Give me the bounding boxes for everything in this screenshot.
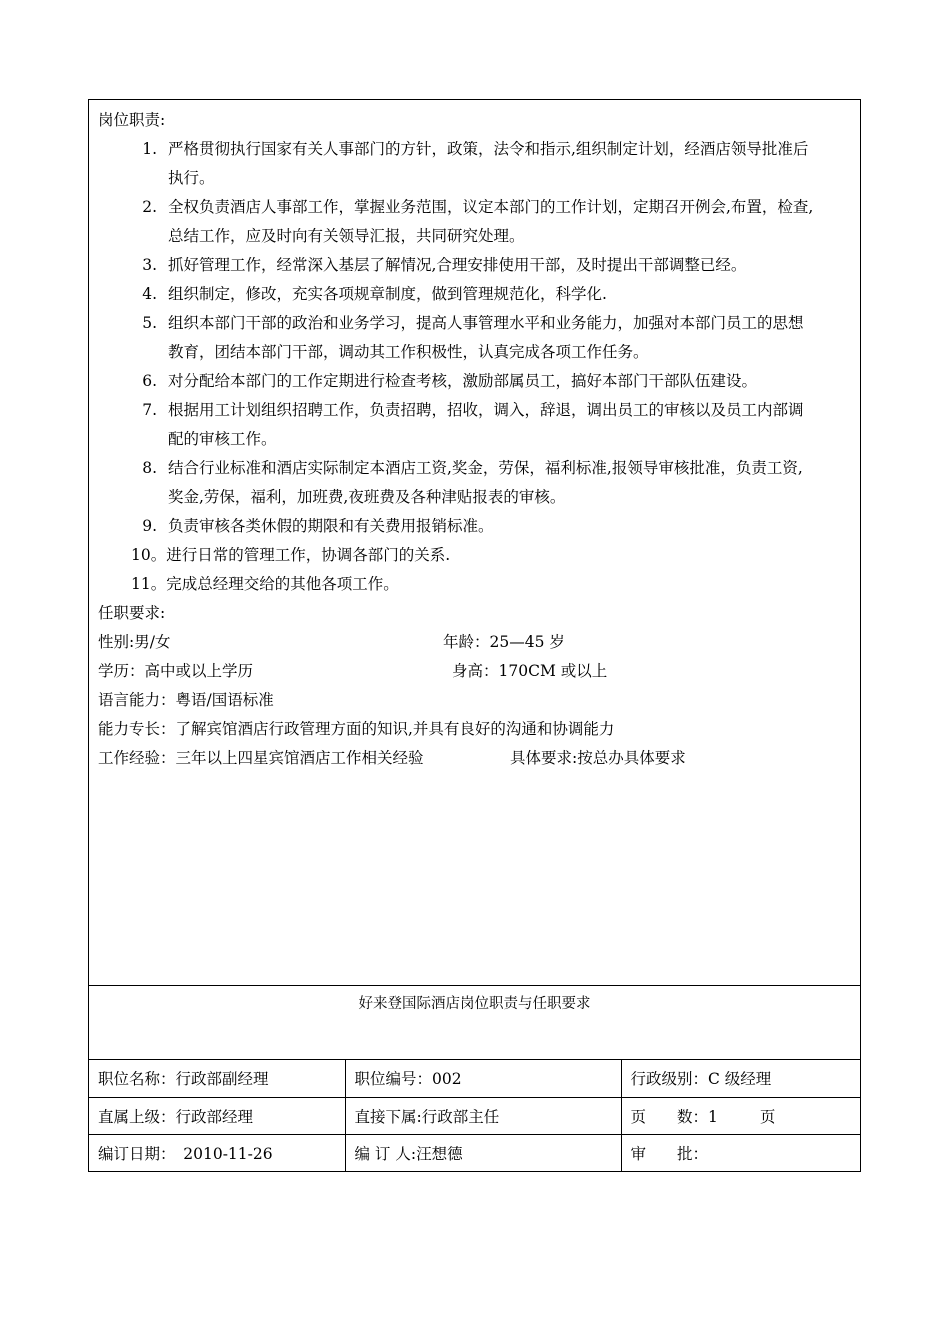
duty-number: 5. [142,314,157,332]
duty-text-cont: 配的审核工作。 [168,430,277,448]
duty-item [98,512,851,541]
duty-number: 6. [142,372,157,390]
duty-item [98,193,851,251]
duty-number: 2. [142,198,157,216]
admin-level-cell: 行政级别：C 级经理 [621,1060,860,1097]
duty-text: 对分配给本部门的工作定期进行检查考核，激励部属员工，搞好本部门干部队伍建设。 [168,372,758,390]
experience-requirement: 工作经验：三年以上四星宾馆酒店工作相关经验 [98,749,424,767]
requirement-row [98,657,851,686]
duty-text: 根据用工计划组织招聘工作，负责招聘，招收，调入，辞退，调出员工的审核以及员工内部调 [168,401,804,419]
duty-item [98,309,851,367]
page-count-cell [621,1097,860,1134]
approval-cell: 审 批： [621,1134,860,1171]
requirement-row [98,628,851,657]
duty-text: 结合行业标准和酒店实际制定本酒店工资,奖金，劳保，福利标准,报领导审核批准，负责工资, [168,459,803,477]
info-row [89,1134,860,1171]
page-number: 1 [708,1107,718,1126]
duty-item [98,396,851,454]
job-description-sheet [88,99,861,1172]
duty-number: 8. [142,459,157,477]
age-requirement: 年龄：25—45 岁 [443,633,565,651]
ability-requirement: 能力专长：了解宾馆酒店行政管理方面的知识,并具有良好的沟通和协调能力 [98,720,615,738]
duty-item [98,280,851,309]
editor-cell: 编 订 人:汪想德 [345,1134,621,1171]
position-name-cell: 职位名称：行政部副经理 [98,1070,269,1089]
position-code-cell: 职位编号：002 [345,1060,621,1097]
duty-item [98,367,851,396]
education-requirement: 学历：高中或以上学历 [98,662,254,680]
duty-text: 抓好管理工作，经常深入基层了解情况,合理安排使用干部，及时提出干部调整已经。 [168,256,747,274]
gender-requirement: 性别:男/女 [98,633,171,651]
duty-text: 全权负责酒店人事部工作，掌握业务范围，议定本部门的工作计划，定期召开例会,布置，检查, [168,198,814,216]
duty-text-cont: 奖金,劳保，福利，加班费,夜班费及各种津贴报表的审核。 [168,488,566,506]
duty-item [98,135,851,193]
duty-text-cont: 执行。 [168,169,215,187]
duty-text-cont: 教育，团结本部门干部，调动其工作积极性，认真完成各项工作任务。 [168,343,649,361]
duty-number: 1. [142,140,157,158]
height-requirement: 身高：170CM 或以上 [452,662,608,680]
duty-item-10: 10。进行日常的管理工作，协调各部门的关系. [131,546,451,564]
specific-requirement: 具体要求:按总办具体要求 [510,749,686,767]
edit-date-cell: 编订日期： 2010-11-26 [89,1134,345,1171]
duty-number: 3. [142,256,157,274]
document-title: 好来登国际酒店岗位职责与任职要求 [89,986,860,1060]
requirement-row [98,744,851,773]
position-info-table [89,1060,860,1171]
duty-item [98,454,851,512]
page-label: 页 数： [630,1107,709,1126]
duty-text: 组织本部门干部的政治和业务学习，提高人事管理水平和业务能力，加强对本部门员工的思想 [168,314,804,332]
duties-heading: 岗位职责: [98,111,166,129]
language-requirement: 语言能力：粤语/国语标准 [98,691,274,709]
requirements-heading: 任职要求: [98,604,166,622]
info-row [89,1097,860,1134]
info-row [89,1060,860,1097]
duty-number: 7. [142,401,157,419]
superior-cell: 直属上级：行政部经理 [89,1097,345,1134]
subordinate-cell: 直接下属:行政部主任 [345,1097,621,1134]
duty-number: 9. [142,517,157,535]
duty-number: 4. [142,285,157,303]
page-unit: 页 [759,1107,776,1126]
duty-text: 组织制定，修改，充实各项规章制度，做到管理规范化，科学化. [168,285,607,303]
duty-text: 负责审核各类休假的期限和有关费用报销标准。 [168,517,494,535]
content-section [89,100,860,986]
duty-item-11: 11。完成总经理交给的其他各项工作。 [131,575,399,593]
duty-item [98,251,851,280]
duty-text: 严格贯彻执行国家有关人事部门的方针，政策，法令和指示,组织制定计划，经酒店领导批准后 [168,140,809,158]
duty-text-cont: 总结工作，应及时向有关领导汇报，共同研究处理。 [168,227,525,245]
